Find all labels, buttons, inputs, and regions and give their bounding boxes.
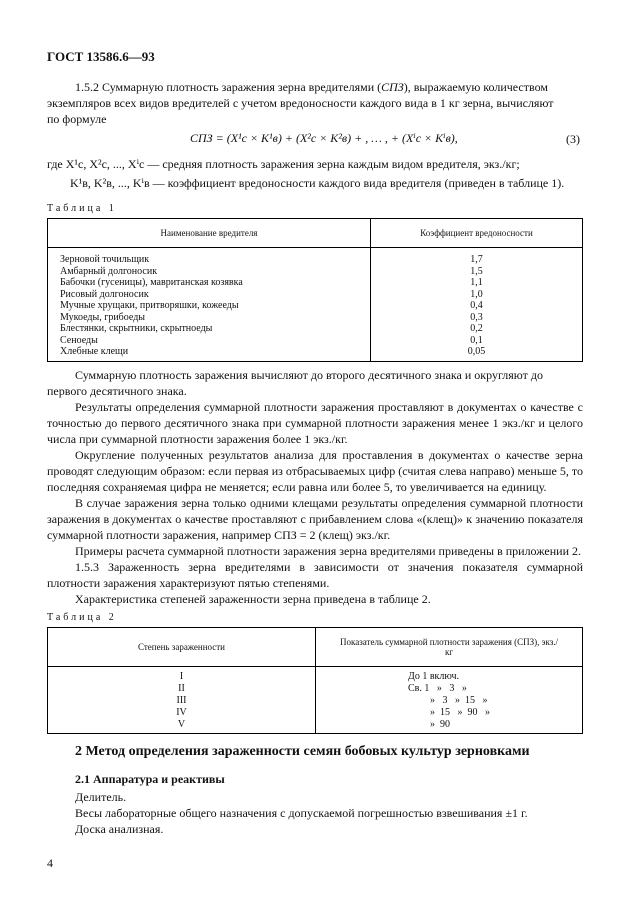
table1-cell: Мучные хрущаки, притворяшки, кожееды bbox=[48, 300, 371, 312]
table2 bbox=[47, 627, 583, 734]
section2-item: Весы лабораторные общего назначения с допускаемой погрешностью взвешивания ±1 г. bbox=[75, 806, 528, 820]
table1-cell: Рисовый долгоносик bbox=[48, 289, 371, 301]
para-152-line3: по формуле bbox=[47, 112, 107, 126]
table2-cell: III bbox=[48, 695, 316, 707]
table1-header-name: Наименование вредителя bbox=[48, 219, 371, 248]
table1 bbox=[47, 218, 583, 362]
table2-header-degree: Степень зараженности bbox=[48, 628, 316, 667]
table2-cell: V bbox=[48, 719, 316, 734]
table1-cell: Бабочки (гусеницы), мавританская козявка bbox=[48, 277, 371, 289]
para-152-line1: 1.5.2 Суммарную плотность заражения зерна вредителями (СПЗ), выражаемую количеством bbox=[75, 80, 548, 94]
table1-caption: Таблица 1 bbox=[47, 203, 117, 214]
body-p5: Примеры расчета суммарной плотности заражения зерна вредителями приведены в приложении 2. bbox=[75, 544, 581, 558]
table2-cell: До 1 включ. bbox=[408, 671, 460, 682]
table1-cell: Амбарный долгоносик bbox=[48, 266, 371, 278]
where-line2: K¹в, K²в, ..., Kⁱв — коэффициент вредоносности каждого вида вредителя (приведен в таблице 1). bbox=[70, 176, 565, 190]
body-p6: 1.5.3 Зараженность зерна вредителями в зависимости от значения показателя суммарной плотности заражения характеризуют пятью степенями. bbox=[47, 560, 583, 590]
table2-cell: II bbox=[48, 683, 316, 695]
table1-cell: 1,5 bbox=[470, 265, 483, 277]
table1-cell: 0,2 bbox=[470, 323, 483, 334]
table2-cell: » 3 » 15 » bbox=[430, 695, 488, 706]
table2-cell: » 15 » 90 » bbox=[430, 707, 490, 718]
table1-cell: 1,1 bbox=[470, 277, 483, 288]
table1-cell: 1,0 bbox=[470, 288, 483, 300]
table1-cell: Блестянки, скрытники, скрытноеды bbox=[48, 323, 371, 335]
table1-cell: Зерновой точильщик bbox=[48, 248, 371, 266]
section2-subtitle: 2.1 Аппаратура и реактивы bbox=[75, 772, 225, 786]
section2-item: Делитель. bbox=[75, 790, 127, 804]
table1-cell: Хлебные клещи bbox=[48, 346, 371, 361]
para-152-line2: экземпляров всех видов вредителей с учетом вредоносности каждого вида в 1 кг зерна, вычисляют bbox=[47, 96, 554, 110]
body-p7: Характеристика степеней зараженности зерна приведена в таблице 2. bbox=[75, 592, 431, 606]
section2-item: Доска анализная. bbox=[75, 822, 164, 836]
table1-cell: Мукоеды, грибоеды bbox=[48, 312, 371, 324]
body-p2: Результаты определения суммарной плотности заражения проставляют в документах о качестве с точностью до первого десятичного знака при суммарной плотности заражения менее 1 экз./кг и целого числа при суммарной плотности заражения более 1 экз./кг. bbox=[47, 400, 583, 446]
table2-header-value: Показатель суммарной плотности заражения (СПЗ), экз./кг bbox=[316, 628, 583, 667]
body-p3: Округление полученных результатов анализа для проставления в документах о качестве зерна проводят следующим образом: если первая из отбрасываемых цифр (считая слева направо) меньше 5, то последняя сохраняемая цифра не меняется; если равна или более 5, то увеличивается на единицу. bbox=[47, 448, 583, 494]
table2-cell: » 90 bbox=[430, 719, 450, 730]
section2-title: 2 Метод определения зараженности семян бобовых культур зерновками bbox=[75, 744, 530, 759]
where-line1: где X¹с, X²с, ..., Xⁱс — средняя плотность заражения зерна каждым видом вредителя, экз./кг; bbox=[47, 157, 520, 171]
body-p1-line2: первого десятичного знака. bbox=[47, 384, 187, 398]
formula-3: СПЗ = (X¹с × K¹в) + (X²с × K²в) + , … , + (Xⁱс × Kⁱв), bbox=[190, 131, 458, 145]
table2-cell: Св. 1 » 3 » bbox=[408, 683, 467, 694]
table2-caption: Таблица 2 bbox=[47, 612, 117, 623]
table2-cell: I bbox=[48, 667, 316, 684]
table2-cell: IV bbox=[48, 707, 316, 719]
table1-cell: 0,4 bbox=[470, 300, 483, 311]
formula-number: (3) bbox=[566, 132, 580, 146]
page-number: 4 bbox=[47, 856, 53, 870]
table1-cell: Сеноеды bbox=[48, 335, 371, 347]
body-p1-line1: Суммарную плотность заражения вычисляют до второго десятичного знака и округляют до bbox=[75, 368, 543, 382]
table1-cell: 1,7 bbox=[470, 254, 483, 265]
table1-cell: 0,3 bbox=[470, 311, 483, 323]
body-p4: В случае заражения зерна только одними клещами результаты определения суммарной плотности заражения в документах о качестве проставляют с прибавлением слова «(клещ)» к значению показателя суммарной плотности заражения, например СПЗ = 2 (клещ) экз./кг. bbox=[47, 496, 583, 542]
table1-cell: 0,1 bbox=[470, 334, 483, 346]
table1-cell: 0,05 bbox=[467, 346, 486, 357]
document-header: ГОСТ 13586.6—93 bbox=[47, 49, 155, 64]
table1-header-coef: Коэффициент вредоносности bbox=[371, 219, 583, 248]
